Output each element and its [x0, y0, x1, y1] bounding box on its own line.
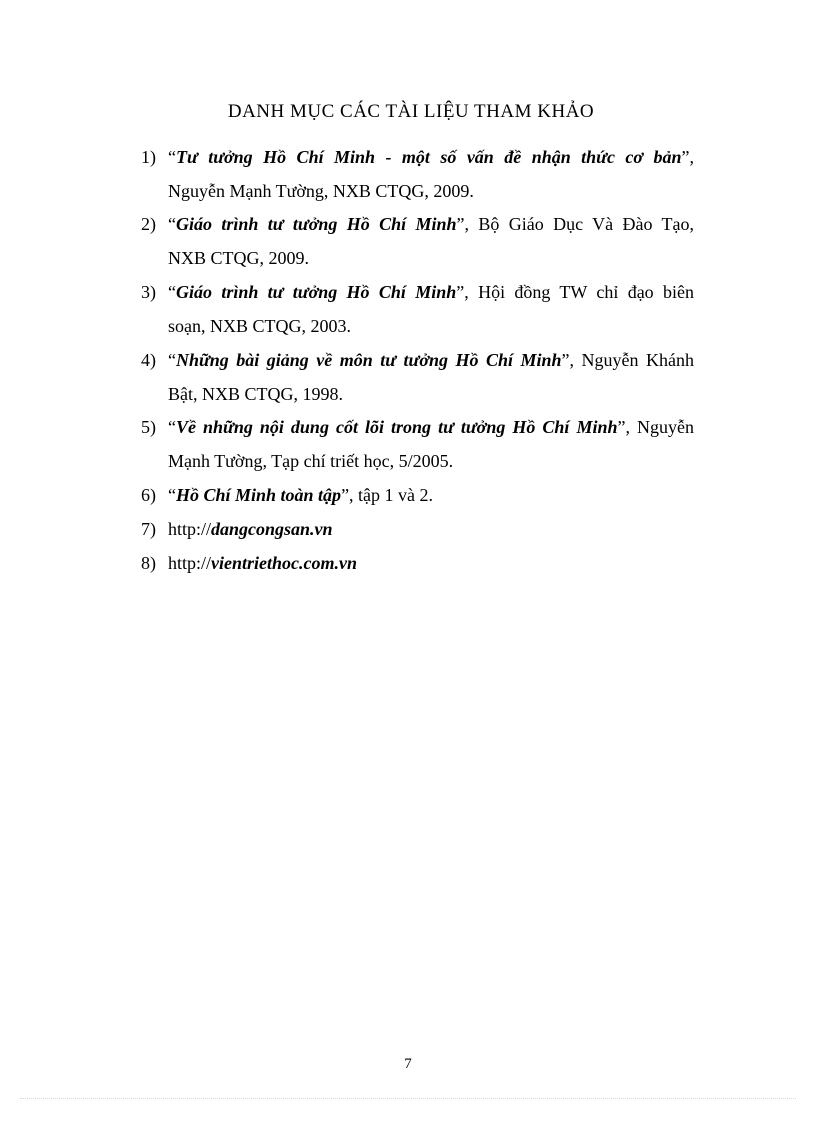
reference-number: 7) — [141, 519, 156, 539]
open-quote: “ — [168, 350, 176, 370]
reference-line-1 — [168, 349, 694, 371]
reference-line-2: Nguyễn Mạnh Tường, NXB CTQG, 2009. — [168, 181, 474, 201]
reference-line-2: Bật, NXB CTQG, 1998. — [168, 384, 343, 404]
open-quote: “ — [168, 485, 176, 505]
reference-title: Giáo trình tư tưởng Hồ Chí Minh — [176, 282, 457, 302]
reference-title: Về những nội dung cốt lõi trong tư tưởng Hồ Chí Minh — [176, 417, 618, 437]
reference-title: Những bài giảng về môn tư tưởng Hồ Chí Minh — [176, 350, 562, 370]
reference-details: ”, Hội đồng TW chỉ đạo biên — [456, 282, 694, 302]
reference-number: 4) — [141, 350, 156, 370]
reference-details: ”, Bộ Giáo Dục Và Đào Tạo, — [456, 214, 694, 234]
reference-number: 1) — [141, 147, 156, 167]
reference-title: Tư tưởng Hồ Chí Minh - một số vấn đề nhận thức cơ bản — [176, 147, 682, 167]
page-bottom-divider — [20, 1098, 796, 1099]
reference-number: 6) — [141, 485, 156, 505]
url-prefix: http:// — [168, 519, 212, 539]
reference-link[interactable]: dangcongsan.vn — [211, 519, 333, 539]
reference-number: 5) — [141, 417, 156, 437]
reference-line-1 — [168, 518, 694, 540]
reference-details: ”, Nguyễn Khánh — [561, 350, 695, 370]
reference-details: ”, — [681, 147, 694, 167]
reference-link[interactable]: vientriethoc.com.vn — [211, 553, 357, 573]
reference-title: Giáo trình tư tưởng Hồ Chí Minh — [176, 214, 457, 234]
reference-line-1 — [168, 213, 694, 235]
reference-number: 3) — [141, 282, 156, 302]
reference-line-2: Mạnh Tường, Tạp chí triết học, 5/2005. — [168, 451, 454, 471]
reference-line-1 — [168, 552, 694, 574]
open-quote: “ — [168, 282, 176, 302]
open-quote: “ — [168, 417, 176, 437]
reference-line-2: soạn, NXB CTQG, 2003. — [168, 316, 351, 336]
open-quote: “ — [168, 147, 176, 167]
reference-line-2: NXB CTQG, 2009. — [168, 248, 310, 268]
reference-number: 2) — [141, 214, 156, 234]
reference-line-1 — [168, 281, 694, 303]
open-quote: “ — [168, 214, 176, 234]
reference-details: ”, tập 1 và 2. — [341, 485, 434, 505]
page-number: 7 — [404, 1056, 412, 1072]
reference-line-1 — [168, 146, 694, 168]
reference-line-1 — [168, 416, 694, 438]
reference-details: ”, Nguyễn — [617, 417, 694, 437]
reference-number: 8) — [141, 553, 156, 573]
reference-line-1 — [168, 484, 694, 506]
reference-title: Hồ Chí Minh toàn tập — [176, 485, 342, 505]
url-prefix: http:// — [168, 553, 212, 573]
page-title: DANH MỤC CÁC TÀI LIỆU THAM KHẢO — [227, 101, 595, 122]
